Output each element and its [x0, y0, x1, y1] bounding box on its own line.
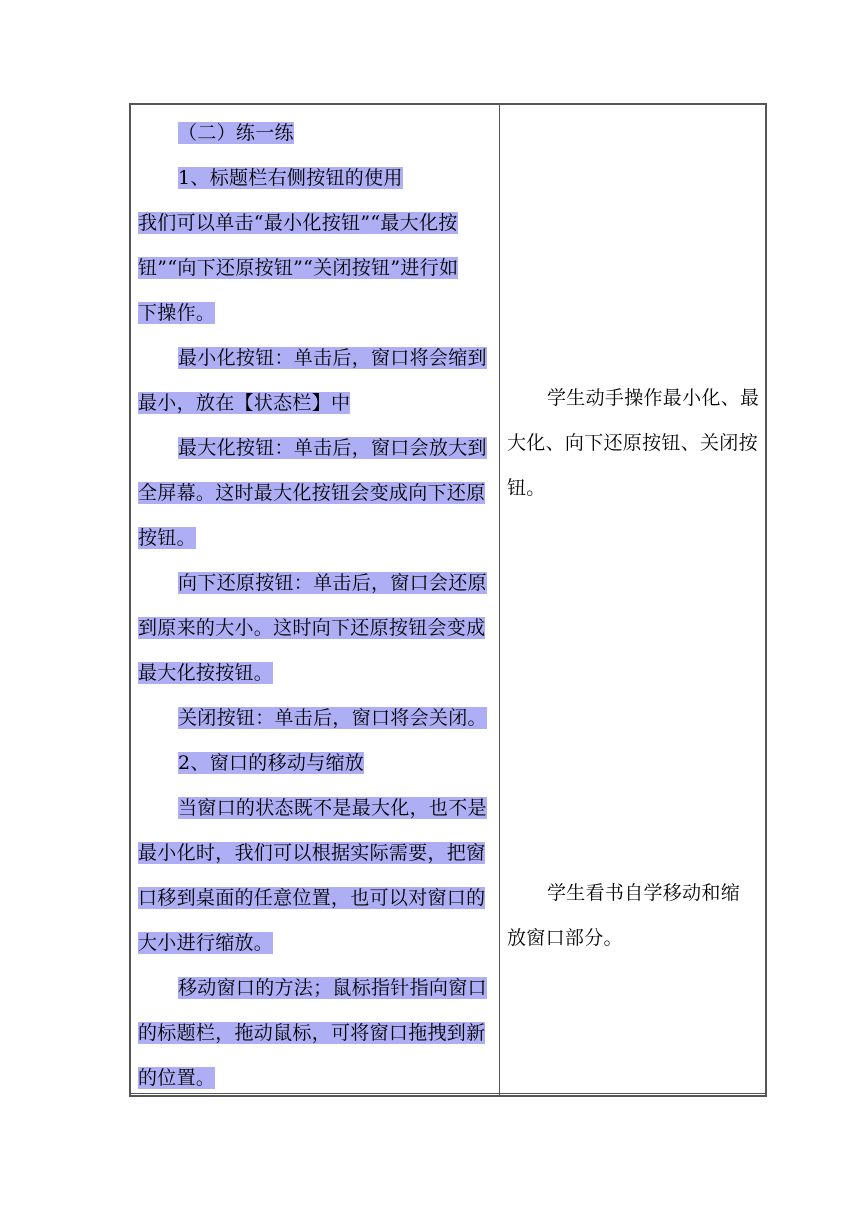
- section-heading: （二）练一练: [178, 122, 294, 144]
- paragraph-line: 的标题栏，拖动鼠标，可将窗口拖拽到新: [138, 1022, 486, 1044]
- paragraph-line: 当窗口的状态既不是最大化，也不是: [178, 797, 487, 819]
- student-activity-line: 大化、向下还原按钮、关闭按: [507, 432, 758, 454]
- paragraph-line: 到原来的大小。这时向下还原按钮会变成: [138, 617, 486, 639]
- paragraph-line: 口移到桌面的任意位置，也可以对窗口的: [138, 887, 486, 909]
- paragraph-line: 最大化按钮：单击后，窗口会放大到: [178, 437, 487, 459]
- subheading-title-bar-buttons: 1、标题栏右侧按钮的使用: [178, 167, 403, 189]
- subheading-window-move-resize: 2、窗口的移动与缩放: [178, 752, 365, 774]
- paragraph-line: 的位置。: [138, 1067, 216, 1089]
- paragraph-line: 最小，放在【状态栏】中: [138, 392, 351, 414]
- paragraph-line: 全屏幕。这时最大化按钮会变成向下还原: [138, 482, 486, 504]
- paragraph-line: 按钮。: [138, 527, 196, 549]
- lesson-table: [129, 103, 767, 1097]
- student-activity-line: 钮。: [507, 477, 546, 499]
- column-divider: [499, 105, 500, 1095]
- paragraph-line: 钮”“向下还原按钮”“关闭按钮”进行如: [138, 257, 459, 279]
- paragraph-line: 最大化按按钮。: [138, 662, 274, 684]
- paragraph-line: 最小化时，我们可以根据实际需要，把窗: [138, 842, 486, 864]
- paragraph-line: 下操作。: [138, 302, 216, 324]
- paragraph-line: 大小进行缩放。: [138, 932, 274, 954]
- student-activity-line: 放窗口部分。: [507, 927, 623, 949]
- student-activity-line: 学生看书自学移动和缩: [547, 882, 741, 904]
- paragraph-line: 移动窗口的方法；鼠标指针指向窗口: [178, 977, 487, 999]
- paragraph-line: 向下还原按钮：单击后，窗口会还原: [178, 572, 487, 594]
- paragraph-line: 我们可以单击“最小化按钮”“最大化按: [138, 212, 458, 234]
- paragraph-line: 最小化按钮：单击后，窗口将会缩到: [178, 347, 487, 369]
- paragraph-line: 关闭按钮：单击后，窗口将会关闭。: [178, 707, 487, 729]
- student-activity-line: 学生动手操作最小化、最: [547, 387, 760, 409]
